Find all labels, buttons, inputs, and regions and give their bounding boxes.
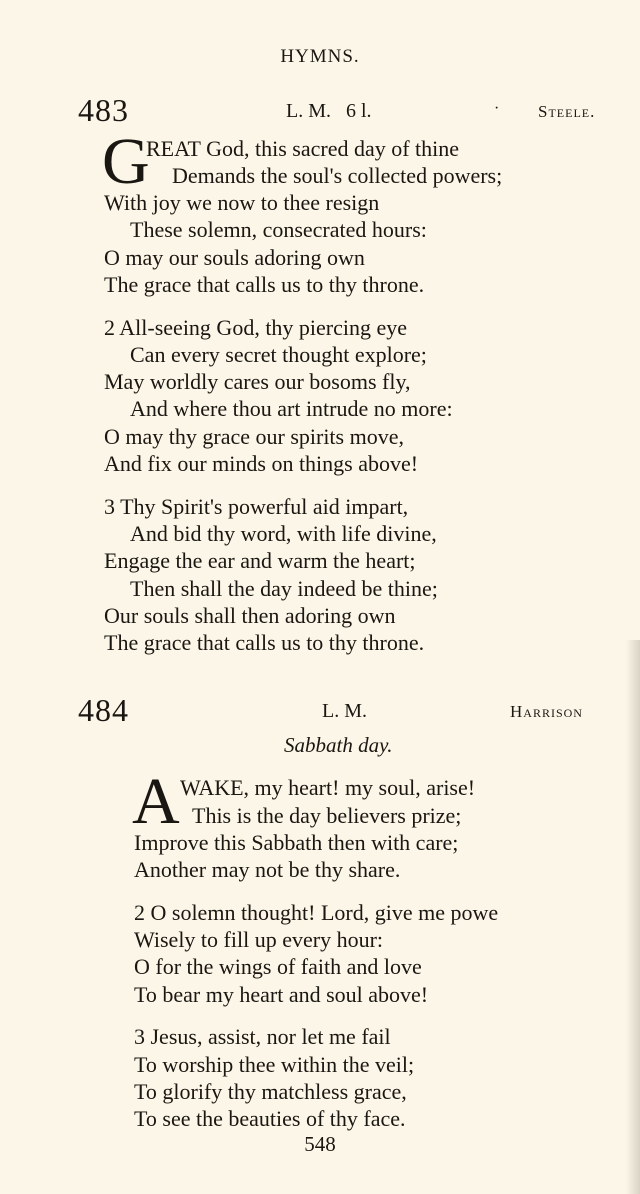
verse-line: And bid thy word, with life divine,: [130, 521, 437, 546]
verse-line: With joy we now to thee resign: [104, 190, 380, 215]
verse-line: To bear my heart and soul above!: [134, 982, 429, 1007]
verse-line: 2 O solemn thought! Lord, give me powe: [134, 900, 499, 925]
verse-line: WAKE, my heart! my soul, arise!: [180, 775, 476, 800]
verse-line: Improve this Sabbath then with care;: [134, 830, 459, 855]
verse-line: Another may not be thy share.: [134, 857, 401, 882]
hymn-header-483: [0, 92, 640, 128]
separator-dot: ·: [494, 100, 500, 117]
verse-line: And where thou art intrude no more:: [130, 396, 453, 421]
hymn-header-484: [0, 692, 640, 728]
drop-cap: A: [132, 765, 180, 838]
verse-line: Engage the ear and warm the heart;: [104, 548, 416, 573]
verse-line: To worship thee within the veil;: [134, 1052, 415, 1077]
verse-line: To glorify thy matchless grace,: [134, 1079, 407, 1104]
hymn-author: Steele.: [538, 102, 596, 121]
verse-line: May worldly cares our bosoms fly,: [104, 369, 411, 394]
verse-line: Then shall the day indeed be thine;: [130, 576, 438, 601]
verse-line: O for the wings of faith and love: [134, 954, 422, 979]
verse-line: O may thy grace our spirits move,: [104, 424, 404, 449]
verse-line: 3 Jesus, assist, nor let me fail: [134, 1024, 391, 1049]
hymn-meter: L. M.: [322, 700, 367, 722]
verse-line: Demands the soul's collected powers;: [172, 163, 503, 188]
verse-line: 2 All-seeing God, thy piercing eye: [104, 315, 408, 340]
hymn-author: Harrison: [510, 702, 583, 721]
verse-line: The grace that calls us to thy throne.: [104, 630, 425, 655]
verse-line: REAT God, this sacred day of thine: [146, 136, 460, 161]
verse-line: To see the beauties of thy face.: [134, 1106, 406, 1131]
hymn-meter: L. M. 6 l.: [286, 100, 372, 122]
running-head: HYMNS.: [280, 46, 360, 67]
verse-line: These solemn, consecrated hours:: [130, 217, 427, 242]
verse-line: Our souls shall then adoring own: [104, 603, 396, 628]
verse-line: O may our souls adoring own: [104, 245, 365, 270]
page-number: 548: [304, 1132, 336, 1156]
verse-line: The grace that calls us to thy throne.: [104, 272, 425, 297]
hymn-number: 483: [78, 92, 129, 128]
verse-line: Wisely to fill up every hour:: [134, 927, 384, 952]
verse-line: Can every secret thought explore;: [130, 342, 427, 367]
verse-line: 3 Thy Spirit's powerful aid impart,: [104, 494, 409, 519]
drop-cap: G: [102, 125, 150, 198]
page-edge-shadow: [626, 640, 640, 1194]
hymn-subtitle: Sabbath day.: [284, 733, 393, 757]
verse-line: And fix our minds on things above!: [104, 451, 419, 476]
hymn-number: 484: [78, 692, 129, 728]
verse-line: This is the day believers prize;: [192, 803, 462, 828]
